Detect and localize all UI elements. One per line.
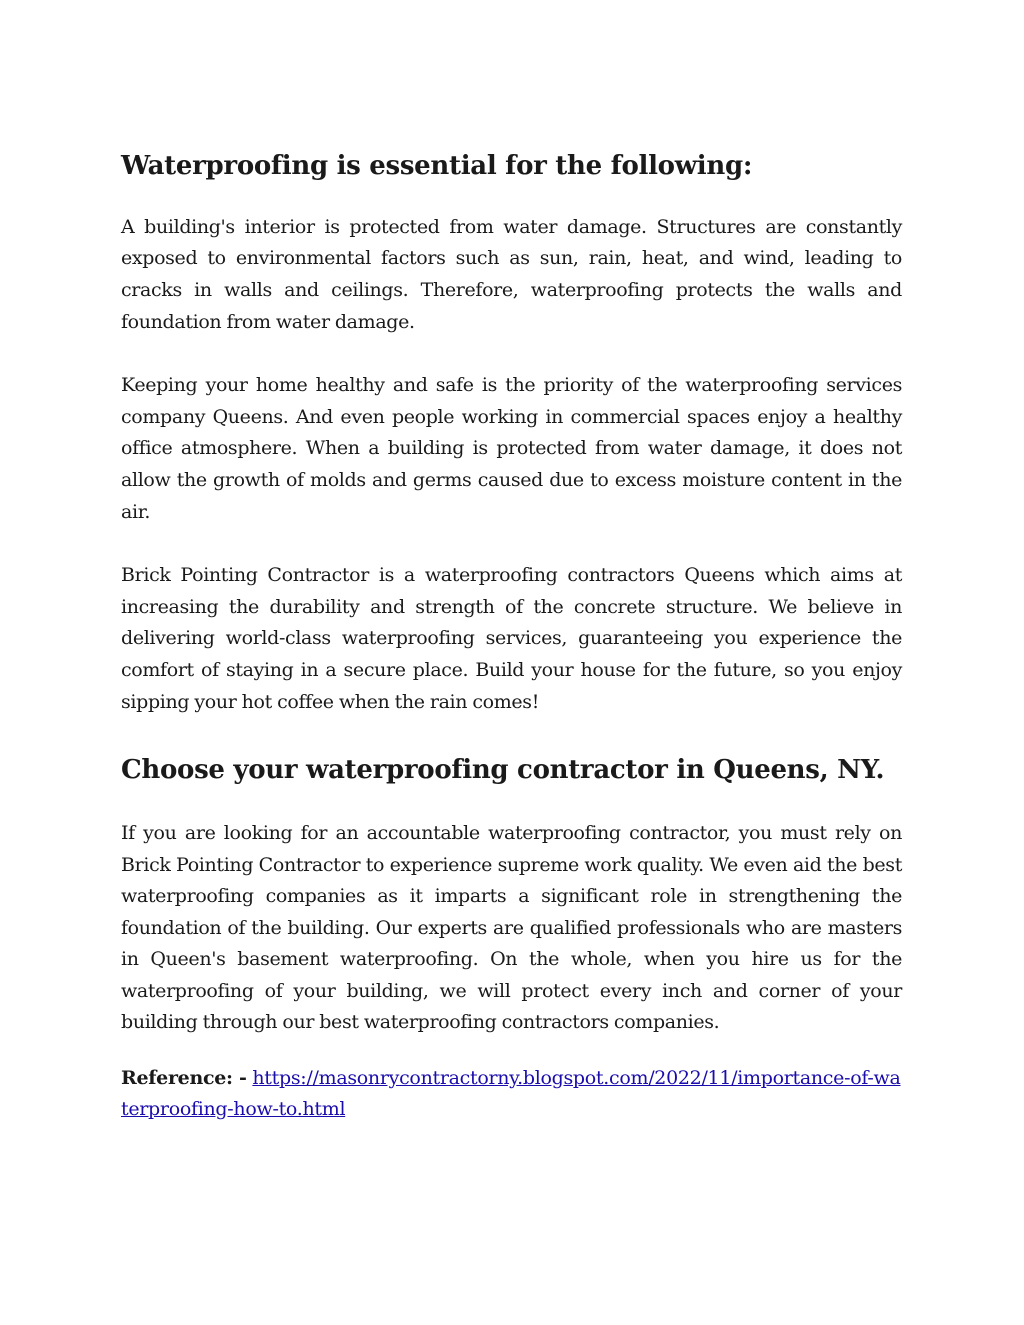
paragraph-healthy-home: Keeping your home healthy and safe is the priority of the waterproofing services company Queens. And even people working in commercial spaces enjoy a healthy office atmosphere. When a building is protected from water damage, it does not allow the growth of molds and germs caused due to excess moisture content in the air. (121, 374, 902, 523)
document-page (121, 150, 902, 1125)
section-heading-essential: Waterproofing is essential for the following: (121, 151, 753, 181)
paragraph-accountable-contractor: If you are looking for an accountable waterproofing contractor, you must rely on Brick Pointing Contractor to experience supreme work quality. We even aid the best waterproofing companies as it imparts a significant role in strengthening the foundation of the building. Our experts are qualified professionals who are masters in Queen's basement waterproofing. On the whole, when you hire us for the waterproofing of your building, we will protect every inch and corner of your building through our best waterproofing contractors companies. (121, 821, 902, 1034)
reference-line (121, 1063, 902, 1125)
section-heading-choose-contractor: Choose your waterproofing contractor in Queens, NY. (121, 755, 885, 786)
paragraph-interior-protection: A building's interior is protected from water damage. Structures are constantly exposed to environmental factors such as sun, rain, heat, and wind, leading to cracks in walls and ceilings. Therefore, waterproofing protects the walls and foundation from water damage. (121, 215, 902, 333)
paragraph-brick-pointing: Brick Pointing Contractor is a waterproofing contractors Queens which aims at increasing the durability and strength of the concrete structure. We believe in delivering world-class waterproofing services, guaranteeing you experience the comfort of staying in a secure place. Build your house for the future, so you enjoy sipping your hot coffee when the rain comes! (121, 564, 902, 713)
reference-label: Reference: - (121, 1067, 247, 1090)
reference-link[interactable]: https://masonrycontractorny.blogspot.com/2022/11/importance-of-waterproofing-how-to.html (121, 1067, 901, 1121)
